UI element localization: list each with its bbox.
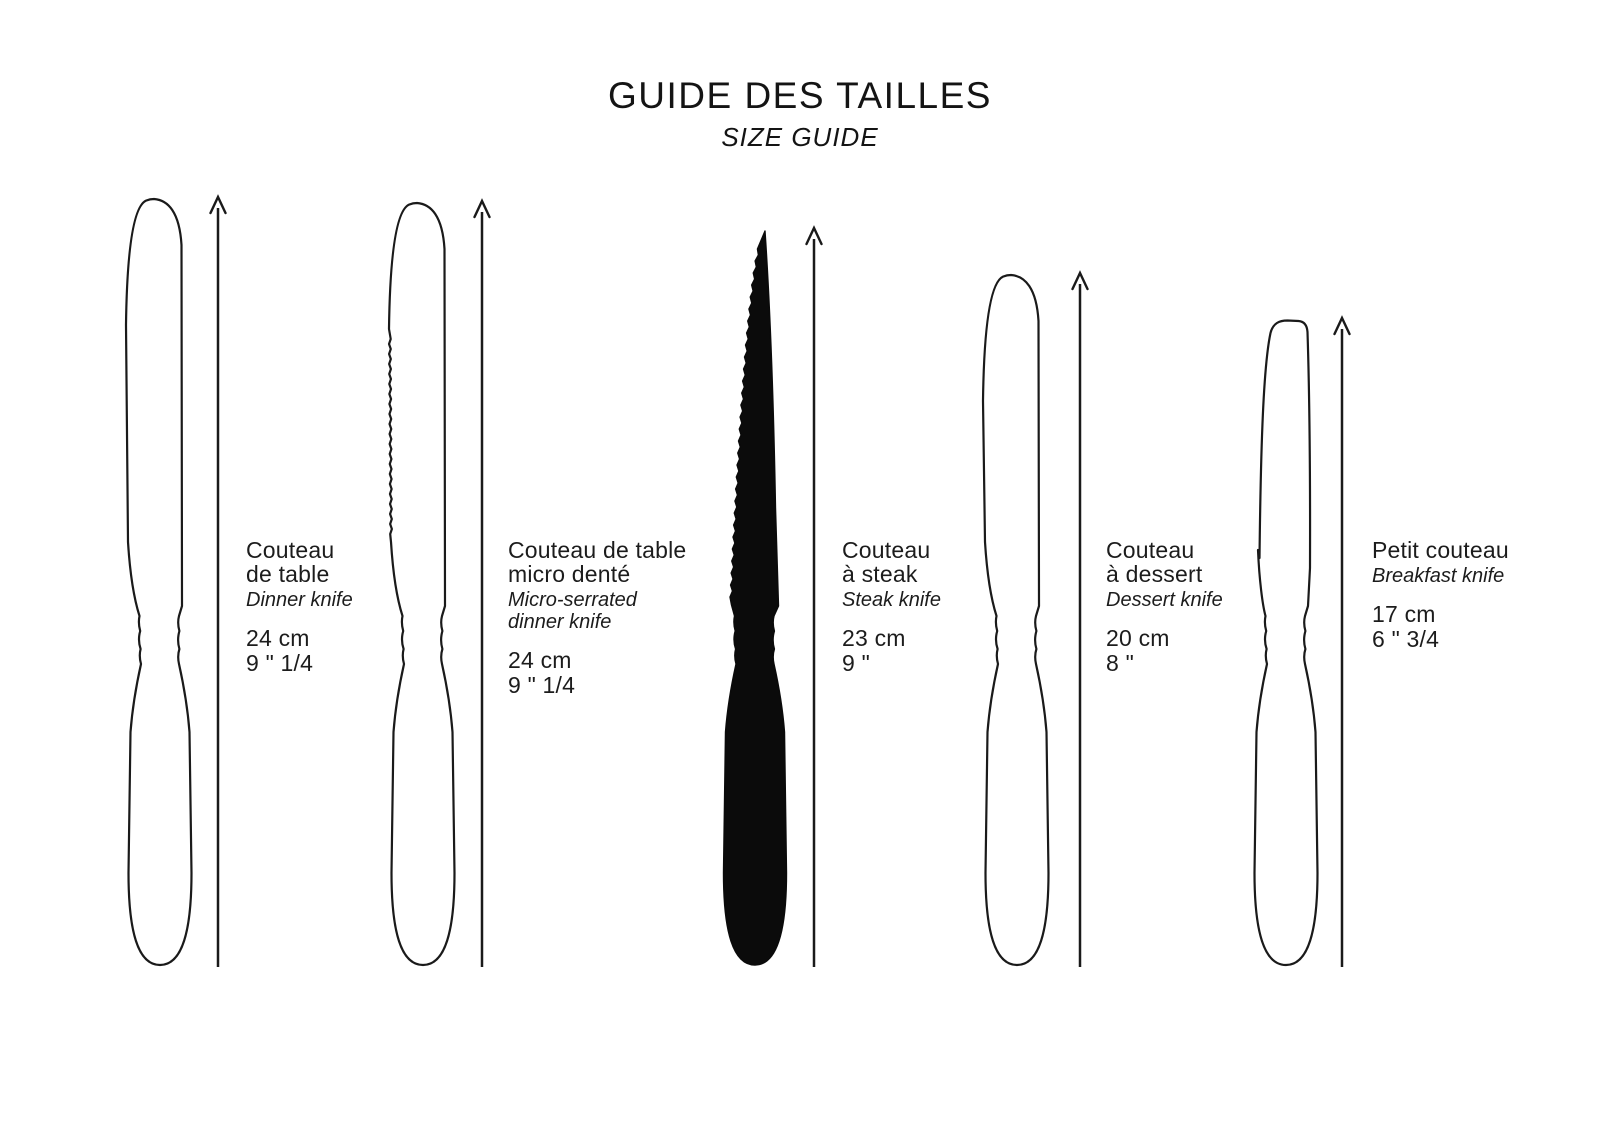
label-breakfast-knife [1372,538,1600,653]
page-subtitle: SIZE GUIDE [721,122,879,152]
knife-size [842,627,1092,675]
knife-name-en-line1: Breakfast knife [1372,565,1505,587]
knife-name-en-line1: Dinner knife [246,589,353,611]
knife-name-en [508,589,758,633]
knife-name-en [1372,565,1600,587]
knife-size-inch: 9 " 1/4 [246,650,314,676]
knife-name-en-line1: Dessert knife [1106,589,1223,611]
knife-name-fr-line1: Couteau [842,537,931,563]
knife-size [1106,627,1356,675]
dinner-knife-height-arrow [206,194,230,974]
label-dinner-knife [246,538,496,677]
knife-size-cm: 24 cm [508,647,572,673]
dinner-knife-illustration [122,195,198,975]
knife-size-cm: 23 cm [842,625,906,651]
label-micro-serrated-dinner-knife [508,538,758,699]
knife-name-fr [842,538,1092,586]
knife-size-inch: 6 " 3/4 [1372,626,1440,652]
label-steak-knife [842,538,1092,677]
knife-name-fr-line2: de table [246,561,330,587]
knife-name-fr-line1: Couteau de table [508,537,687,563]
knife-size [1372,603,1600,651]
knife-size-inch: 9 " 1/4 [508,672,576,698]
knife-name-fr-line2: à steak [842,561,918,587]
knife-name-fr-line2: micro denté [508,561,631,587]
knife-name-en [1106,589,1356,611]
title-block [0,76,1600,151]
page-title: GUIDE DES TAILLES [608,75,992,116]
knife-size [246,627,496,675]
knife-name-fr [246,538,496,586]
knife-name-en-line1: Steak knife [842,589,941,611]
knife-name-en [842,589,1092,611]
knife-name-en-line1: Micro-serrated [508,589,637,611]
knife-name-fr [1106,538,1356,586]
knife-name-fr [508,538,758,586]
knife-name-fr [1372,538,1600,562]
knife-name-fr-line1: Couteau [1106,537,1195,563]
knife-size-cm: 17 cm [1372,601,1436,627]
label-dessert-knife [1106,538,1356,677]
knife-name-fr-line2: à dessert [1106,561,1203,587]
knife-name-fr-line1: Petit couteau [1372,537,1509,563]
knife-size-cm: 24 cm [246,625,310,651]
knife-name-en [246,589,496,611]
knife-size [508,649,758,697]
dinner-knife-outline [126,199,192,965]
knife-size-inch: 8 " [1106,650,1134,676]
knife-size-cm: 20 cm [1106,625,1170,651]
knife-name-fr-line1: Couteau [246,537,335,563]
knife-size-inch: 9 " [842,650,870,676]
steak-knife-height-arrow [802,225,826,974]
knife-name-en-line2: dinner knife [508,611,612,633]
